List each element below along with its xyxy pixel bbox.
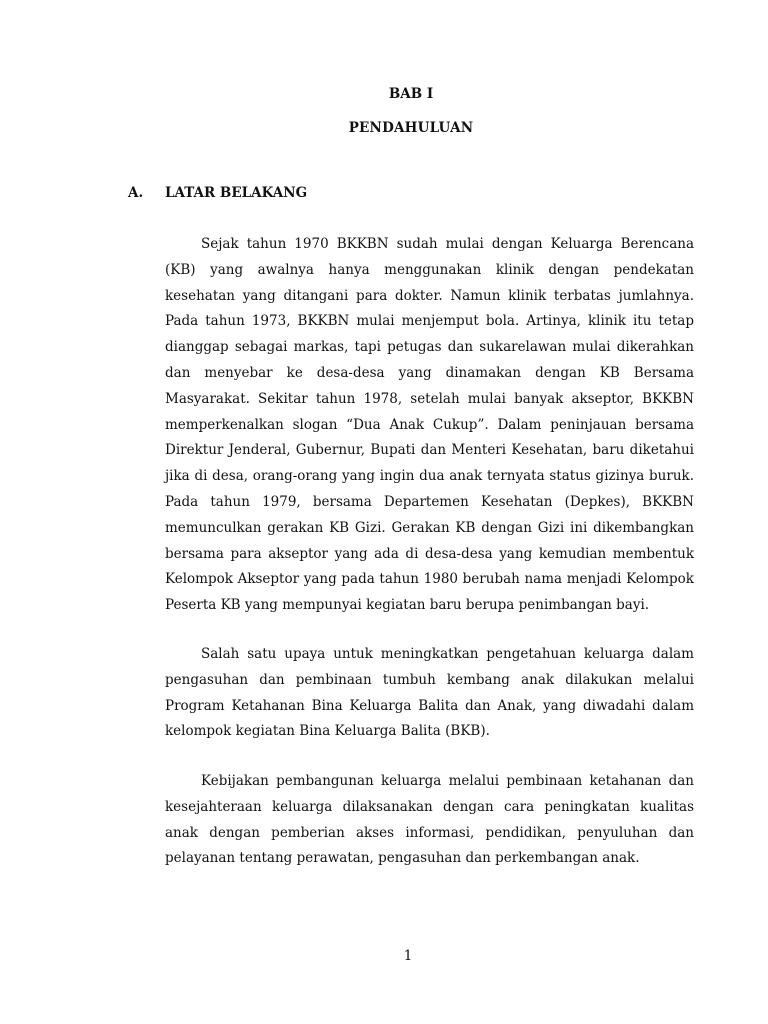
page-number: 1: [403, 948, 413, 964]
section-letter: A.: [128, 185, 144, 201]
paragraph-2: Salah satu upaya untuk meningkatkan pengetahuan keluarga dalam pengasuhan dan pembinaan tumbuh kembang anak dilakukan melalui Program Ketahanan Bina Keluarga Balita dan Anak, yang diwadahi dalam kelompok kegiatan Bina Keluarga Balita (BKB).: [165, 646, 694, 740]
paragraph-1: Sejak tahun 1970 BKKBN sudah mulai dengan Keluarga Berencana (KB) yang awalnya hanya menggunakan klinik dengan pendekatan kesehatan yang ditangani para dokter. Namun klinik terbatas jumlahnya. Pada tahun 1973, BKKBN mulai menjemput bola. Artinya, klinik itu tetap dianggap sebagai markas, tapi petugas dan sukarelawan mulai dikerahkan dan menyebar ke desa-desa yang dinamakan dengan KB Bersama Masyarakat. Sekitar tahun 1978, setelah mulai banyak akseptor, BKKBN memperkenalkan slogan “Dua Anak Cukup”. Dalam peninjauan bersama Direktur Jenderal, Gubernur, Bupati dan Menteri Kesehatan, baru diketahui jika di desa, orang-orang yang ingin dua anak ternyata status gizinya buruk. Pada tahun 1979, bersama Departemen Kesehatan (Depkes), BKKBN memunculkan gerakan KB Gizi. Gerakan KB dengan Gizi ini dikembangkan bersama para akseptor yang ada di desa-desa yang kemudian membentuk Kelompok Akseptor yang pada tahun 1980 berubah nama menjadi Kelompok Peserta KB yang mempunyai kegiatan baru berupa penimbangan bayi.: [165, 236, 694, 614]
chapter-title: PENDAHULUAN: [348, 120, 474, 136]
chapter-heading: BAB I: [388, 86, 434, 102]
section-title: LATAR BELAKANG: [165, 185, 308, 201]
paragraph-3: Kebijakan pembangunan keluarga melalui pembinaan ketahanan dan kesejahteraan keluarga dilaksanakan dengan cara peningkatan kualitas anak dengan pemberian akses informasi, pendidikan, penyuluhan dan pelayanan tentang perawatan, pengasuhan dan perkembangan anak.: [165, 773, 694, 867]
